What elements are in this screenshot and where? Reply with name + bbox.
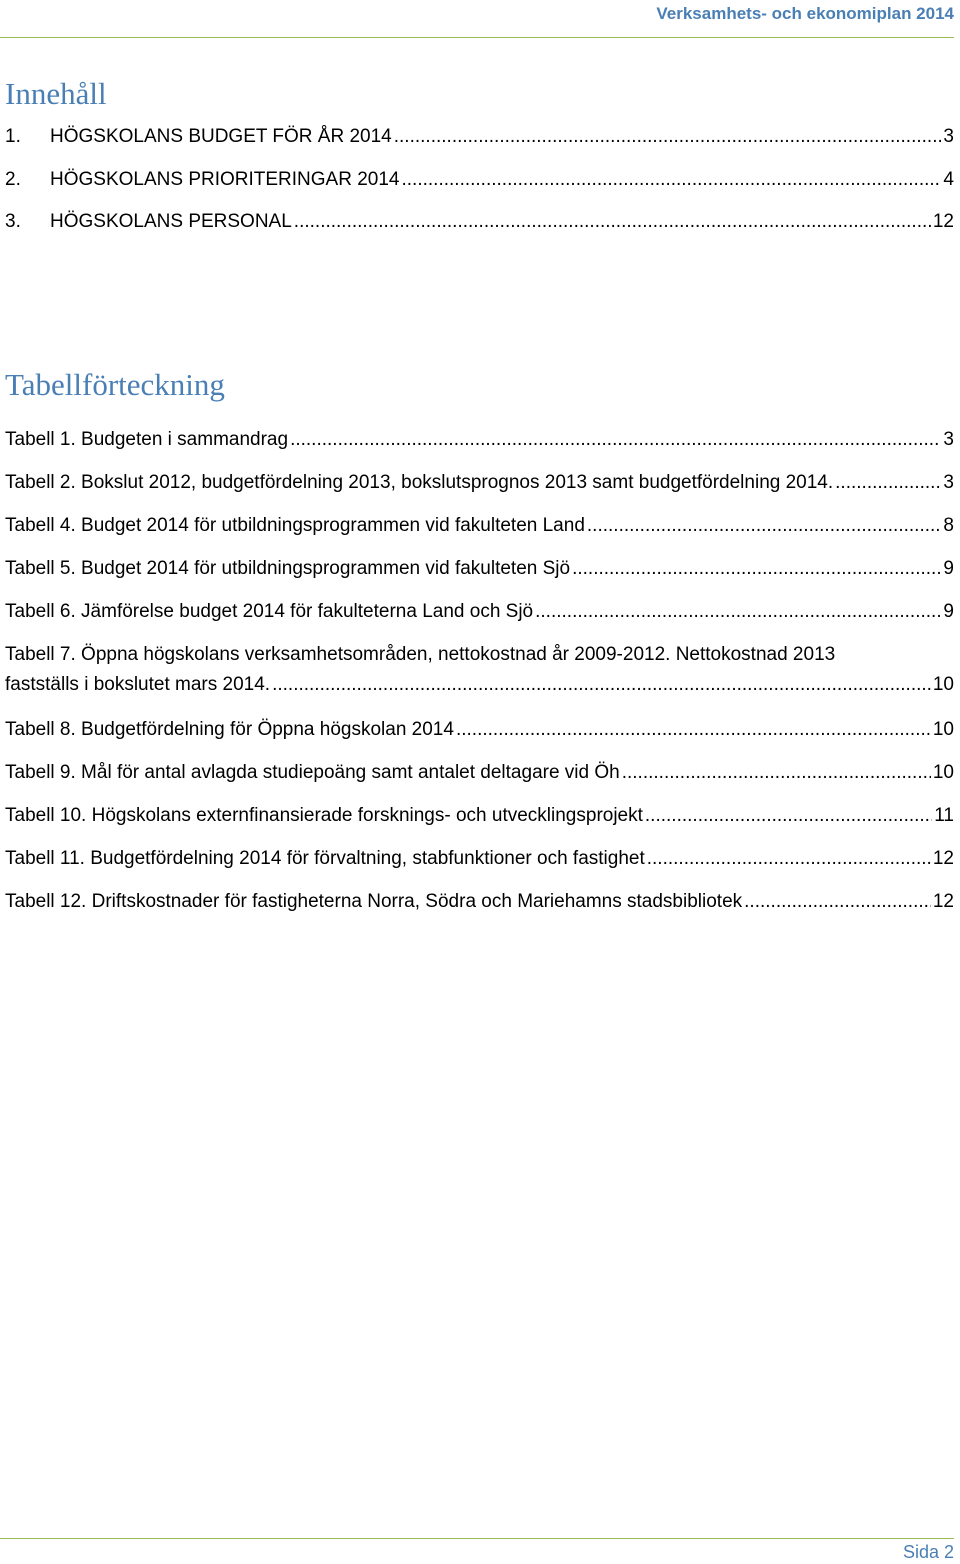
dot-leader: [647, 844, 931, 874]
table-list-entry[interactable]: [5, 640, 954, 700]
table-list-title: Tabell 11. Budgetfördelning 2014 för förvaltning, stabfunktioner och fastighet: [5, 848, 645, 869]
document-header-title: Verksamhets- och ekonomiplan 2014: [656, 4, 954, 23]
footer-divider: [0, 1538, 954, 1539]
table-list-page: 10: [932, 719, 954, 740]
table-list-title: Tabell 6. Jämförelse budget 2014 för fakulteterna Land och Sjö: [5, 601, 534, 622]
dot-leader: [272, 670, 931, 700]
table-list-title: Tabell 12. Driftskostnader för fastigheterna Norra, Södra och Mariehamns stadsbibliotek: [5, 891, 743, 912]
table-list-entry[interactable]: [5, 554, 954, 584]
dot-leader: [294, 208, 931, 236]
table-list-entry[interactable]: [5, 844, 954, 874]
toc-title: HÖGSKOLANS BUDGET FÖR ÅR 2014: [50, 126, 392, 147]
toc-page: 3: [943, 126, 954, 147]
table-list-title: Tabell 10. Högskolans externfinansierade forsknings- och utvecklingsprojekt: [5, 805, 643, 826]
table-list-page: 9: [943, 601, 954, 622]
dot-leader: [456, 715, 931, 745]
toc-number: 3.: [5, 211, 21, 232]
dot-leader: [587, 511, 942, 541]
table-list-title: Tabell 8. Budgetfördelning för Öppna högskolan 2014: [5, 719, 454, 740]
table-list-title: Tabell 2. Bokslut 2012, budgetfördelning 2013, bokslutsprognos 2013 samt budgetfördelning 2014.: [5, 472, 834, 493]
table-list-entry[interactable]: [5, 715, 954, 745]
table-list-entry[interactable]: [5, 801, 954, 831]
toc-number: 1.: [5, 126, 21, 147]
table-list-title-continued: fastställs i bokslutet mars 2014.: [5, 674, 271, 695]
dot-leader: [744, 887, 931, 917]
table-list-entry[interactable]: [5, 597, 954, 627]
dot-leader: [402, 166, 942, 194]
toc-entry[interactable]: [5, 208, 954, 236]
table-list-page: 11: [934, 805, 954, 826]
table-list-entry[interactable]: [5, 468, 954, 498]
toc-title: HÖGSKOLANS PERSONAL: [50, 211, 292, 232]
dot-leader: [535, 597, 941, 627]
toc-number: 2.: [5, 169, 21, 190]
table-list-entry[interactable]: [5, 887, 954, 917]
table-list-page: 3: [943, 429, 954, 450]
table-list-page: 10: [932, 762, 954, 783]
toc-title: HÖGSKOLANS PRIORITERINGAR 2014: [50, 169, 400, 190]
dot-leader: [572, 554, 941, 584]
table-list-page: 3: [943, 472, 954, 493]
header-divider: [0, 37, 954, 38]
table-list-entry[interactable]: [5, 425, 954, 455]
toc-entry[interactable]: [5, 123, 954, 151]
dot-leader: [394, 123, 942, 151]
table-list-title: Tabell 5. Budget 2014 för utbildningsprogrammen vid fakulteten Sjö: [5, 558, 571, 579]
tables-heading: Tabellförteckning: [5, 367, 225, 402]
dot-leader: [645, 801, 932, 831]
table-list-title: Tabell 7. Öppna högskolans verksamhetsområden, nettokostnad år 2009-2012. Nettokostnad 2013: [5, 644, 836, 665]
table-list-page: 12: [932, 891, 954, 912]
toc-page: 12: [932, 211, 954, 232]
footer-page-number: Sida 2: [902, 1542, 954, 1562]
table-list-title: Tabell 4. Budget 2014 för utbildningsprogrammen vid fakulteten Land: [5, 515, 585, 536]
table-list-page: 9: [943, 558, 954, 579]
table-list-title: Tabell 9. Mål för antal avlagda studiepoäng samt antalet deltagare vid Öh: [5, 762, 620, 783]
dot-leader: [835, 468, 941, 498]
table-list-page: 12: [932, 848, 954, 869]
contents-heading: Innehåll: [5, 76, 107, 111]
table-list-entry[interactable]: [5, 511, 954, 541]
toc-page: 4: [943, 169, 954, 190]
table-list-page: 10: [932, 674, 954, 695]
dot-leader: [290, 425, 941, 455]
table-list-title: Tabell 1. Budgeten i sammandrag: [5, 429, 289, 450]
table-list-entry[interactable]: [5, 758, 954, 788]
toc-entry[interactable]: [5, 166, 954, 194]
table-list-page: 8: [943, 515, 954, 536]
dot-leader: [622, 758, 931, 788]
